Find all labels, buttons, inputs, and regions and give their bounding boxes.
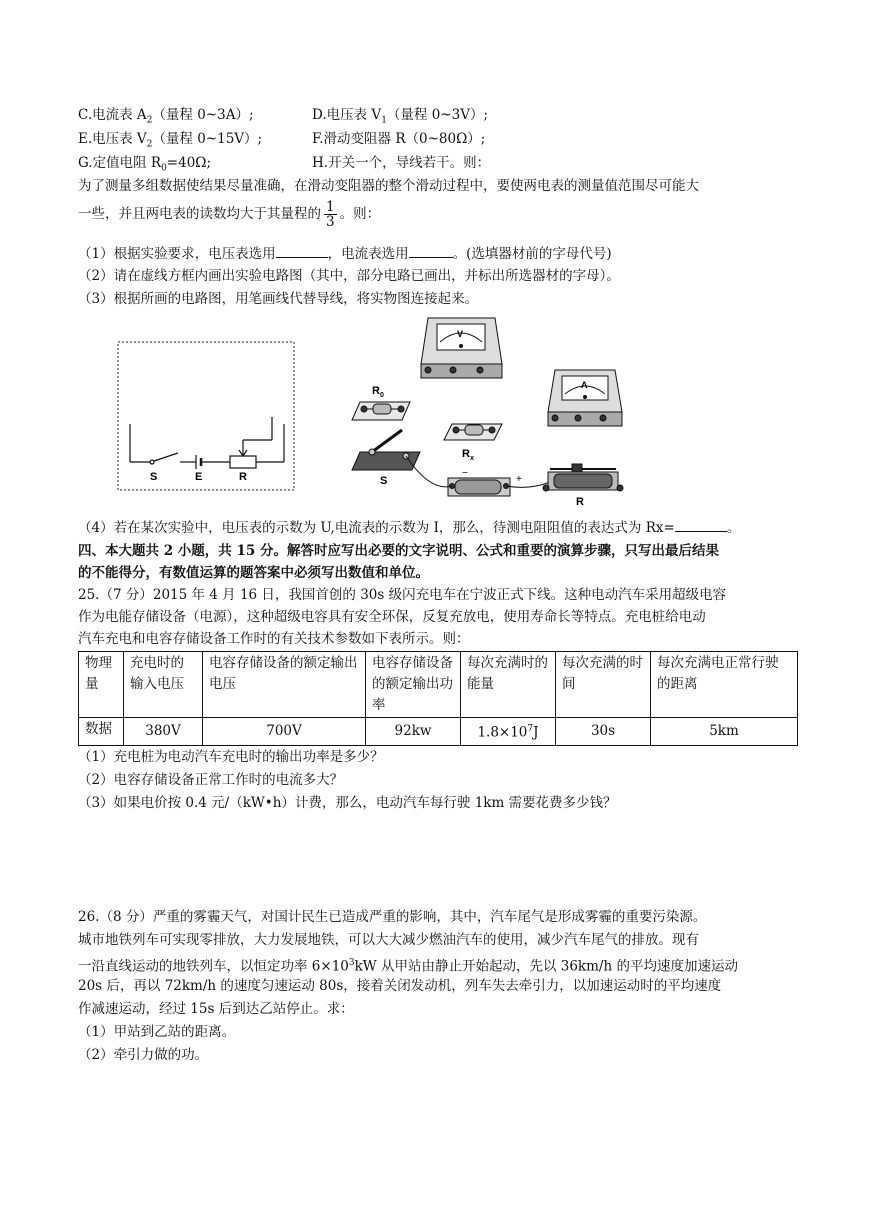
ammeter-device (548, 370, 622, 426)
table-header-row (79, 652, 798, 718)
q26-line3: 一沿直线运动的地铁列车，以恒定功率 $6\times 10^3kW$ 从甲站由静止开始起动，先以 36km/h 的平均速度加速运动 (78, 958, 738, 975)
table-cell: 380V (124, 718, 203, 746)
section4-heading-line2: 的不能得分，有数值运算的题答案中必须写出数值和单位。 (78, 565, 429, 581)
table-cell: 92kw (366, 718, 461, 746)
table-cell: 30s (556, 718, 651, 746)
partial-circuit-diagram (130, 417, 284, 469)
q26-part1: （1）甲站到乙站的距离。 (78, 1024, 236, 1040)
table-header-cell: 物理量 (79, 652, 124, 718)
q24-part2: （2）请在虚线方框内画出实验电路图（其中，部分电路已画出，并标出所选器材的字母）。 (78, 268, 620, 284)
r0-label: $R_0$ (372, 385, 384, 399)
q26-line5: 作减速运动，经过 15s 后到达乙站停止。求： (78, 1001, 354, 1017)
q24-intro-line2: 一些，并且两电表的读数均大于其量程的 $\frac{1}{3}$ 。则： (78, 199, 381, 230)
q24-part3: （3）根据所画的电路图，用笔画线代替导线，将实物图连接起来。 (78, 291, 479, 307)
option-f: F.滑动变阻器 R（0~80Ω）; (312, 131, 486, 147)
dashed-circuit-box (118, 342, 294, 490)
q24-intro-line1: 为了测量多组数据使结果尽量准确，在滑动变阻器的整个滑动过程中，要使两电表的测量值范围尽可能大 (78, 178, 699, 194)
answer-blank-ammeter[interactable] (409, 244, 453, 258)
option-g: G.定值电阻 $R_0=40\Omega$; (78, 155, 212, 174)
circuit-label-e: E (195, 471, 203, 483)
q24-part1: （1）根据实验要求，电压表选用 ，电流表选用 。(选填器材前的字母代号) (78, 246, 612, 262)
option-d: D.电压表 $V_1$（量程 0~3V）; (312, 107, 489, 126)
option-e: E.电压表 $V_2$（量程 0~15V）; (78, 131, 263, 150)
table-row-label: 数据 (79, 718, 124, 746)
q25-line2: 作为电能存储设备（电源），这种超级电容具有安全环保，反复充放电，使用寿命长等特点。充电桩给电动 (78, 609, 706, 625)
q24-part4: （4）若在某次实验中，电压表的示数为 U,电流表的示数为 I，那么，待测电阻阻值的表达式为 Rx= 。 (78, 520, 741, 536)
section4-heading-line1: 四、本大题共 2 小题，共 15 分。解答时应写出必要的文字说明、公式和重要的演算步骤，只写出最后结果 (78, 543, 719, 559)
table-header-cell: 电容存储设备的额定输出功率 (366, 652, 461, 718)
switch-label: S (380, 475, 388, 487)
rheostat-device (543, 464, 623, 491)
q25-part1: （1）充电桩为电动汽车充电时的输出功率是多少？ (78, 749, 384, 765)
rx-label: $R_x$ (462, 448, 474, 462)
switch-device (352, 430, 420, 470)
q26-line1: 26.（8 分）严重的雾霾天气，对国计民生已造成严重的影响，其中，汽车尾气是形成雾霾的重要污染源。 (78, 909, 707, 925)
table-cell: 700V (203, 718, 366, 746)
battery-plus-label: + (516, 474, 522, 485)
rheostat-label: R (576, 496, 584, 508)
parameter-table (78, 651, 798, 746)
voltmeter-label: V (457, 329, 464, 339)
q26-part2: （2）牵引力做的功。 (78, 1047, 209, 1063)
table-header-cell: 充电时的输入电压 (124, 652, 203, 718)
option-c: C.电流表 $A_2$（量程 0~3A）; (78, 107, 254, 126)
voltmeter-device (421, 318, 502, 378)
table-header-cell: 每次充满时的能量 (461, 652, 556, 718)
q25-line3: 汽车充电和电容存储设备工作时的有关技术参数如下表所示。则： (78, 631, 470, 647)
battery-minus-label: − (462, 468, 468, 479)
q26-line4: 20s 后，再以 72km/h 的速度匀速运动 80s，接着关闭发动机，列车失去牵引力，以加速运动时的平均速度 (78, 978, 722, 994)
battery-device (448, 478, 510, 496)
fraction-one-third: $\frac{1}{3}$ (326, 199, 335, 230)
ammeter-label: A (581, 380, 588, 390)
q25-line1: 25.（7 分）2015 年 4 月 16 日，我国首创的 30s 级闪充电车在宁波正式下线。这种电动汽车采用超级电容 (78, 587, 727, 603)
table-row (79, 718, 798, 746)
circuit-label-s: S (150, 471, 158, 483)
q25-part2: （2）电容存储设备正常工作时的电流多大？ (78, 772, 344, 788)
option-h: H.开关一个，导线若干。则： (312, 155, 491, 171)
answer-blank-rx-expression[interactable] (675, 518, 727, 532)
table-cell: $1.8\times 10^7J$ (461, 718, 556, 746)
circuit-label-r: R (239, 471, 247, 483)
table-header-cell: 每次充满电正常行驶的距离 (651, 652, 798, 718)
answer-blank-voltmeter[interactable] (276, 244, 328, 258)
table-cell: 5km (651, 718, 798, 746)
table-header-cell: 电容存储设备的额定输出电压 (203, 652, 366, 718)
resistor-rx-device (444, 424, 502, 440)
q26-line2: 城市地铁列车可实现零排放，大力发展地铁，可以大大减少燃油汽车的使用，减少汽车尾气的排放。现有 (78, 932, 699, 948)
table-header-cell: 每次充满的时间 (556, 652, 651, 718)
resistor-r0-device (352, 402, 410, 420)
experiment-figure (110, 312, 650, 512)
q25-part3: （3）如果电价按 0.4 元/（kW•h）计费，那么，电动汽车每行驶 1km 需要花费多少钱？ (78, 795, 617, 811)
